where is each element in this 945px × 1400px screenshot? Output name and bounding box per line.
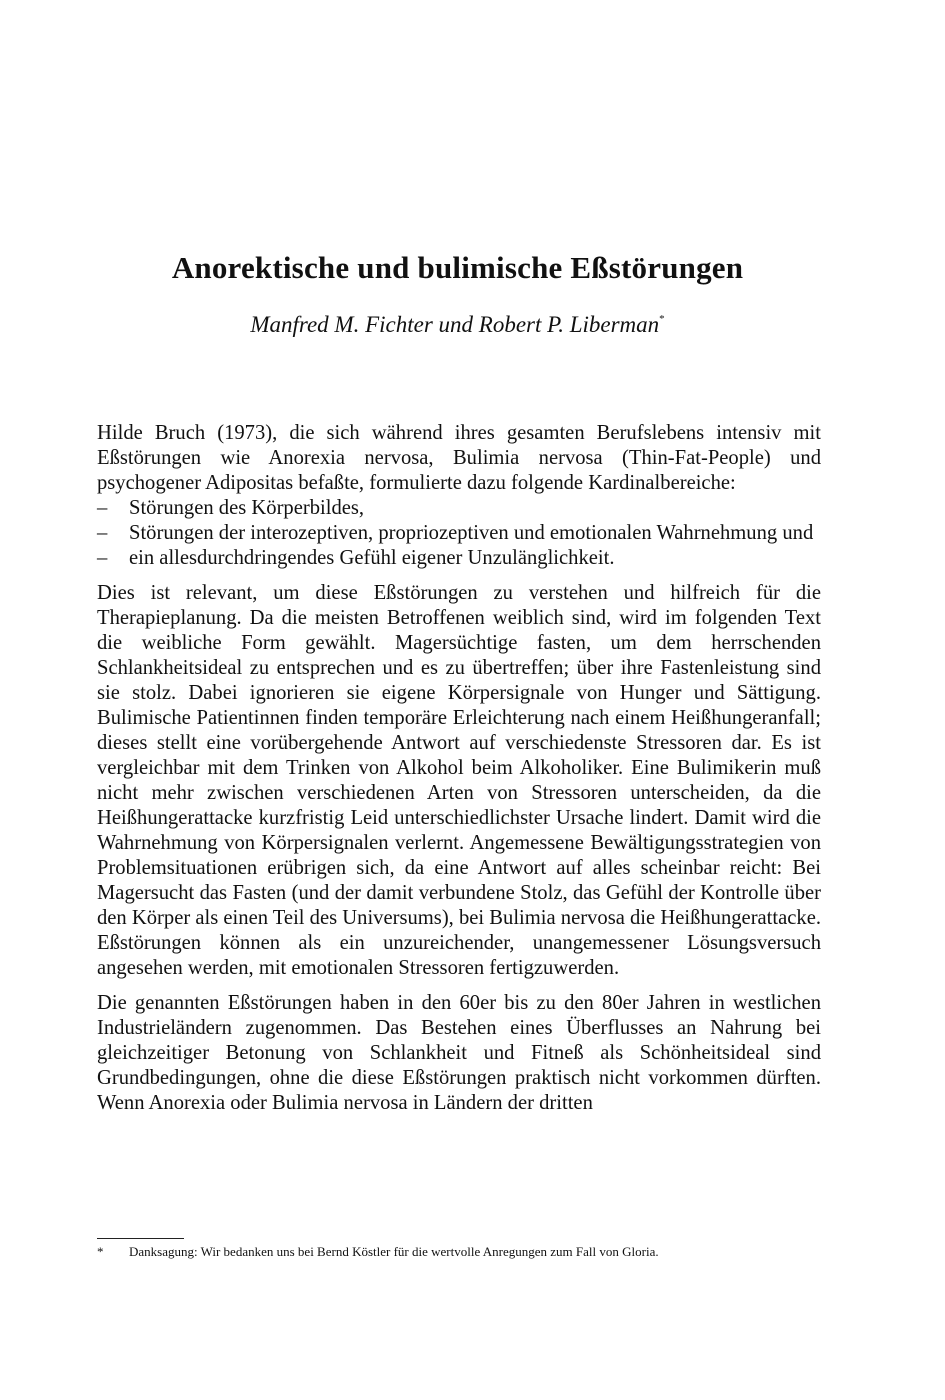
- list-item-text: Störungen des Körperbildes,: [129, 497, 365, 519]
- body-paragraph: Dies ist relevant, um diese Eßstörungen zu verstehen und hilfreich für die Therapieplanung. Da die meisten Betroffenen weiblich sind, wird im folgenden Text die weibliche Form gewählt. Magersüchtige fasten, um dem herrschenden Schlankheitsideal zu entsprechen und es zu übertreffen; über ihre Fastenleistung sind sie stolz. Dabei ignorieren sie eigene Körpersignale von Hunger und Sättigung. Bulimische Patientinnen finden temporäre Erleichterung nach einem Heißhungeranfall; dieses stellt eine vorübergehende Antwort auf verschiedenste Stressoren dar. Es ist vergleichbar mit dem Trinken von Alkohol beim Alkoholiker. Eine Bulimikerin muß nicht mehr zwischen verschiedenen Arten von Stressoren unterscheiden, da die Heißhungerattacke kurzfristig Leid unterschiedlichster Ursache lindert. Damit wird die Wahrnehmung von Körpersignalen verlernt. Angemessene Bewältigungsstrategien von Problemsituationen erübrigen sich, da eine Antwort auf alles scheinbar reicht: Bei Magersucht das Fasten (und der damit verbundene Stolz, das Gefühl der Kontrolle über den Körper als einen Teil des Universums), bei Bulimia nervosa die Heißhungerattacke. Eßstörungen können als ein unzureichender, unangemessener Lösungsversuch angesehen werden, mit emotionalen Stressoren fertigzuwerden.: [97, 582, 821, 979]
- list-dash: –: [97, 547, 108, 569]
- footnote-text: Danksagung: Wir bedanken uns bei Bernd Köstler für die wertvolle Anregungen zum Fall von Gloria.: [129, 1244, 659, 1259]
- list-dash: –: [97, 497, 108, 519]
- author-footnote-marker: *: [659, 313, 665, 325]
- list-item: [97, 496, 821, 521]
- body-paragraph: Die genannten Eßstörungen haben in den 60er bis zu den 80er Jahren in westlichen Industrieländern zugenommen. Das Bestehen eines Überflusses an Nahrung bei gleichzeitiger Betonung von Schlankheit und Fitneß als Schönheitsideal sind Grundbedingungen, ohne die diese Eßstörungen praktisch nicht vorkommen dürften. Wenn Anorexia oder Bulimia nervosa in Ländern der dritten: [97, 992, 821, 1114]
- footnote-marker: *: [97, 1244, 104, 1259]
- list-item: [97, 546, 821, 571]
- list-dash: –: [97, 522, 108, 544]
- footnote-rule: [97, 1238, 184, 1239]
- list-item-text: Störungen der interozeptiven, propriozeptiven und emotionalen Wahrnehmung und: [129, 522, 814, 544]
- intro-paragraph: Hilde Bruch (1973), die sich während ihres gesamten Berufslebens intensiv mit Eßstörungen wie Anorexia nervosa, Bulimia nervosa (Thin-Fat-People) und psychogener Adipositas befaßte, formulierte dazu folgende Kardinalbereiche:: [97, 422, 821, 494]
- list-item-text: ein allesdurchdringendes Gefühl eigener Unzulänglichkeit.: [129, 547, 615, 569]
- cardinal-areas-list: [97, 496, 821, 571]
- author-names: Manfred M. Fichter und Robert P. Liberman: [250, 312, 660, 337]
- chapter-title: Anorektische und bulimische Eßstörungen: [171, 250, 744, 285]
- author-line: [0, 304, 915, 340]
- body-text: [97, 421, 821, 1116]
- list-item: [97, 521, 821, 546]
